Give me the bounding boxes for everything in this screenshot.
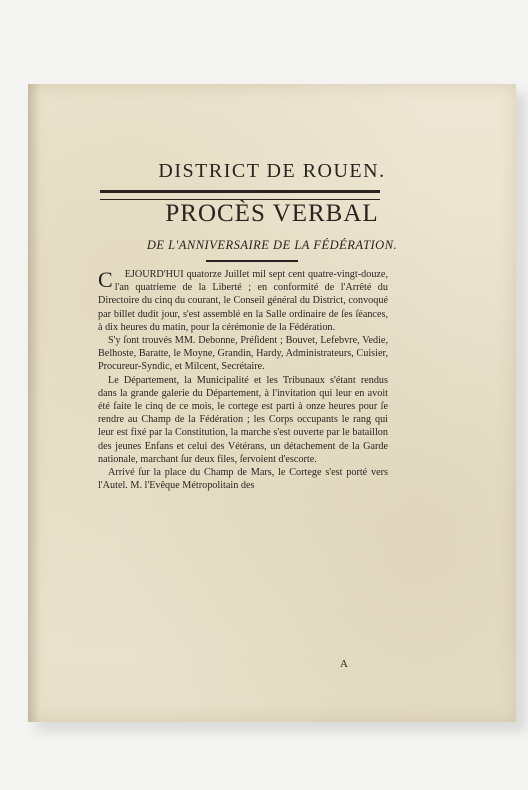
paragraph-2: S'y ſont trouvés MM. Debonne, Préſident ; Bouvet, Lefebvre, Vedie, Belhoste, Baratte, le Moyne, Grandin, Hardy, Administrateurs, Cuisier, Procureur-Syndic, et Milcent, Secrétaire. [98, 335, 388, 373]
district-header: DISTRICT DE ROUEN. [158, 160, 386, 182]
document-subtitle: DE L'ANNIVERSAIRE DE LA FÉDÉRATION. [146, 238, 398, 252]
short-rule [206, 260, 298, 262]
double-rule [100, 190, 380, 200]
body-text [98, 268, 388, 492]
signature-mark: A [340, 658, 348, 670]
paragraph-1-text: EJOURD'HUI quatorze Juillet mil sept cent quatre-vingt-douze, l'an quatrieme de la Liberté ; en conformité de l'Arrêté du Directoire du cinq du courant, le Conseil général du District, convoqué par billet dudit jour, s'est assemblé en la Salle ordinaire de ſes ſéances, à dix heures du matin, pour la cérémonie de la Fédération. [98, 269, 388, 333]
document-title: PROCÈS VERBAL [165, 200, 379, 227]
paragraph-1 [98, 268, 388, 334]
paragraph-4: Arrivé ſur la place du Champ de Mars, le Cortege s'est porté vers l'Autel. M. l'Evêque Métropolitain des [98, 467, 388, 492]
paragraph-3: Le Département, la Municipalité et les Tribunaux s'étant rendus dans la grande galerie du Département, à l'invitation qui leur en avoit été faite le cinq de ce mois, le cortege est parti à onze heures pour ſe rendre au Champ de la Fédération ; les Corps occupants le rang qui leur est fixé par la Constitution, la marche s'est ouverte par le bataillon des jeunes Enfans et celui des Vétérans, un détachement de la Garde nationale, marchant ſur deux files, ſervoient d'escorte. [98, 374, 388, 465]
page-fold-shadow [28, 84, 40, 722]
drop-cap: C [98, 267, 113, 292]
document-page [28, 84, 516, 722]
